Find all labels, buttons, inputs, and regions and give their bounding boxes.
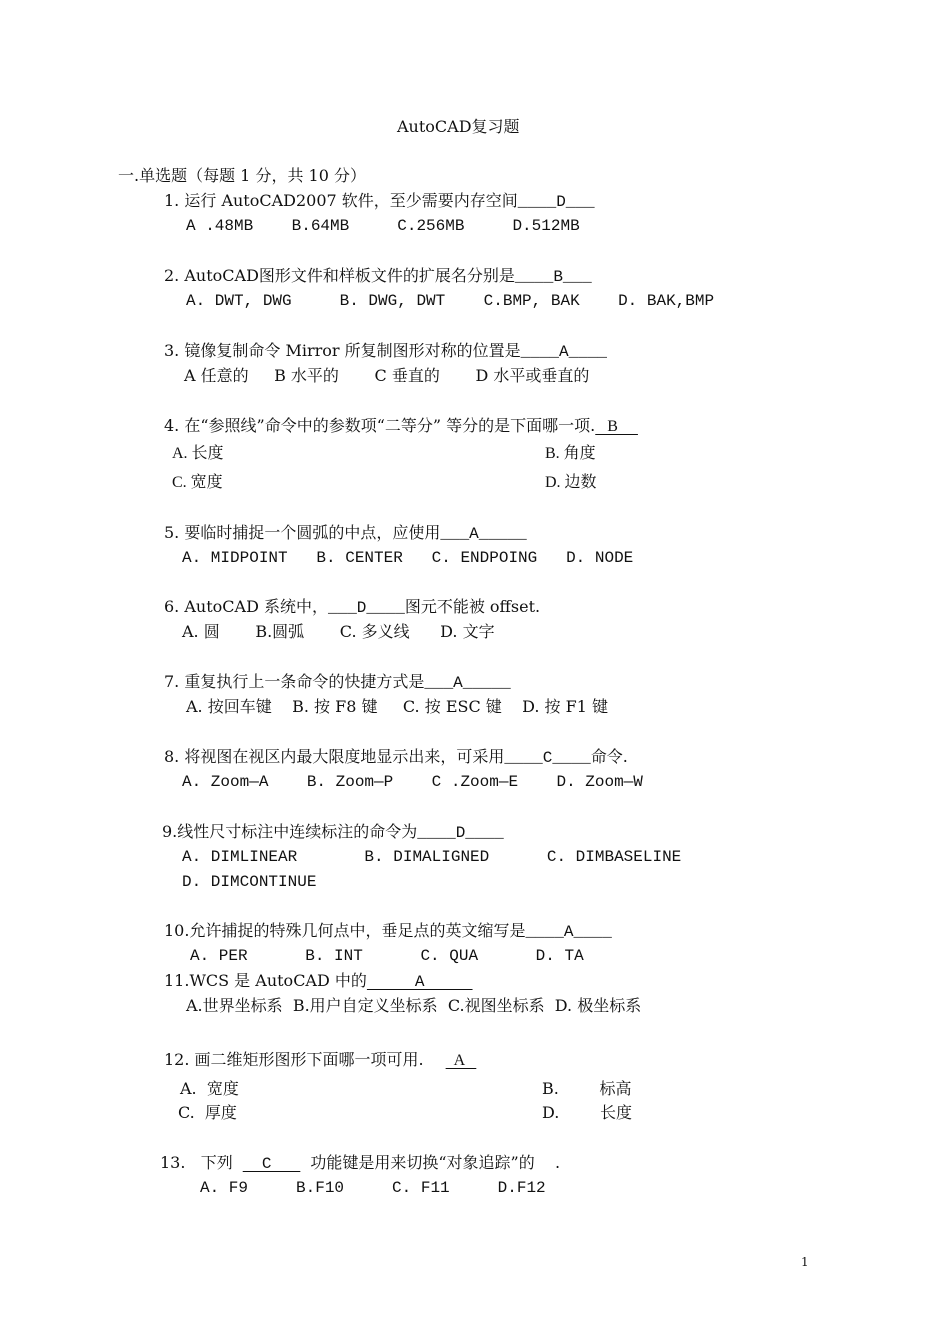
question-13-answer: C (242, 1155, 301, 1173)
question-2-answer: ____B___ (514, 268, 592, 286)
question-12-option-b: B. 标高 (542, 1079, 632, 1098)
question-7-stem: 7. 重复执行上一条命令的快捷方式是 (164, 672, 425, 691)
section-heading: 一.单选题（每题 1 分，共 10 分） (118, 166, 366, 185)
question-12-stem: 12. 画二维矩形图形下面哪一项可用. (164, 1050, 424, 1069)
question-12-answer: A (445, 1052, 477, 1069)
question-7 (164, 672, 511, 693)
question-1 (164, 191, 595, 212)
question-8-answer: ____C____ (504, 749, 591, 767)
question-6-answer: ___D____ (328, 599, 405, 617)
question-3-options: A 任意的 B 水平的 C 垂直的 D 水平或垂直的 (184, 366, 590, 385)
question-10-options: A. PER B. INT C. QUA D. TA (190, 947, 584, 965)
question-5-answer: ___A_____ (440, 525, 527, 543)
question-12-option-c: C. 厚度 (178, 1103, 237, 1122)
question-5-stem: 5. 要临时捕捉一个圆弧的中点，应使用 (164, 523, 441, 542)
question-3 (164, 341, 607, 362)
question-12-option-a: A. 宽度 (180, 1079, 239, 1098)
question-6 (164, 597, 540, 618)
question-4-option-d: D. 边数 (545, 474, 597, 491)
question-8 (164, 747, 628, 768)
question-12-option-d: D. 长度 (542, 1103, 633, 1122)
question-11-answer: A (366, 973, 473, 991)
question-9-stem: 9.线性尺寸标注中连续标注的命令为 (162, 822, 418, 841)
question-9-options: A. DIMLINEAR B. DIMALIGNED C. DIMBASELINE (182, 848, 682, 866)
question-3-answer: ____A____ (520, 343, 608, 361)
doc-title: AutoCAD复习题 (397, 117, 520, 136)
question-5-options: A. MIDPOINT B. CENTER C. ENDPOING D. NODE (182, 549, 634, 567)
question-1-stem: 1. 运行 AutoCAD2007 软件，至少需要内存空间 (164, 191, 518, 210)
question-4-stem: 4. 在“参照线”命令中的参数项“二等分” 等分的是下面哪一项. (164, 416, 596, 435)
question-8-stem-tail: 命令. (590, 747, 628, 766)
question-11-options: A.世界坐标系 B.用户自定义坐标系 C.视图坐标系 D. 极坐标系 (186, 996, 642, 1015)
question-2-options: A. DWT, DWG B. DWG, DWT C.BMP, BAK D. BAK,BMP (186, 292, 715, 310)
question-2-stem: 2. AutoCAD图形文件和样板文件的扩展名分别是 (164, 266, 515, 285)
question-8-stem: 8. 将视图在视区内最大限度地显示出来，可采用 (164, 747, 505, 766)
question-9-answer: ____D____ (417, 824, 504, 842)
question-6-stem-tail: 图元不能被 offset. (404, 597, 541, 616)
question-3-stem: 3. 镜像复制命令 Mirror 所复制图形对称的位置是 (164, 341, 521, 360)
question-4-option-c: C. 宽度 (172, 474, 223, 491)
question-5 (164, 523, 527, 544)
question-6-stem: 6. AutoCAD 系统中， (164, 597, 328, 616)
question-1-options: A .48MB B.64MB C.256MB D.512MB (186, 217, 580, 235)
question-10 (164, 921, 612, 942)
question-4-option-a: A. 长度 (172, 445, 224, 462)
question-7-options: A. 按回车键 B. 按 F8 键 C. 按 ESC 键 D. 按 F1 键 (186, 697, 609, 716)
question-13 (160, 1153, 560, 1174)
question-13-stem: 功能键是用来切换“对象追踪”的 . (310, 1153, 561, 1172)
question-4 (164, 416, 638, 437)
question-10-stem: 10.允许捕捉的特殊几何点中，垂足点的英文缩写是 (164, 921, 526, 940)
page-number: 1 (801, 1255, 809, 1269)
question-9 (162, 822, 504, 843)
question-9-options-row2: D. DIMCONTINUE (182, 873, 317, 891)
question-8-options: A. Zoom—A B. Zoom—P C .Zoom—E D. Zoom—W (182, 773, 643, 791)
question-10-answer: ____A____ (525, 923, 612, 941)
question-13-stem-pre: 13. 下列 (160, 1153, 233, 1172)
question-11 (164, 971, 473, 992)
question-13-options: A. F9 B.F10 C. F11 D.F12 (200, 1179, 546, 1197)
question-1-answer: ____D___ (517, 193, 595, 211)
question-6-options: A. 圆 B.圆弧 C. 多义线 D. 文字 (182, 622, 495, 641)
question-11-stem: 11.WCS 是 AutoCAD 中的 (164, 971, 367, 990)
question-4-option-b: B. 角度 (545, 445, 596, 462)
question-7-answer: ___A_____ (424, 674, 511, 692)
question-4-answer: B (595, 418, 638, 435)
question-12 (164, 1050, 476, 1071)
question-2 (164, 266, 592, 287)
